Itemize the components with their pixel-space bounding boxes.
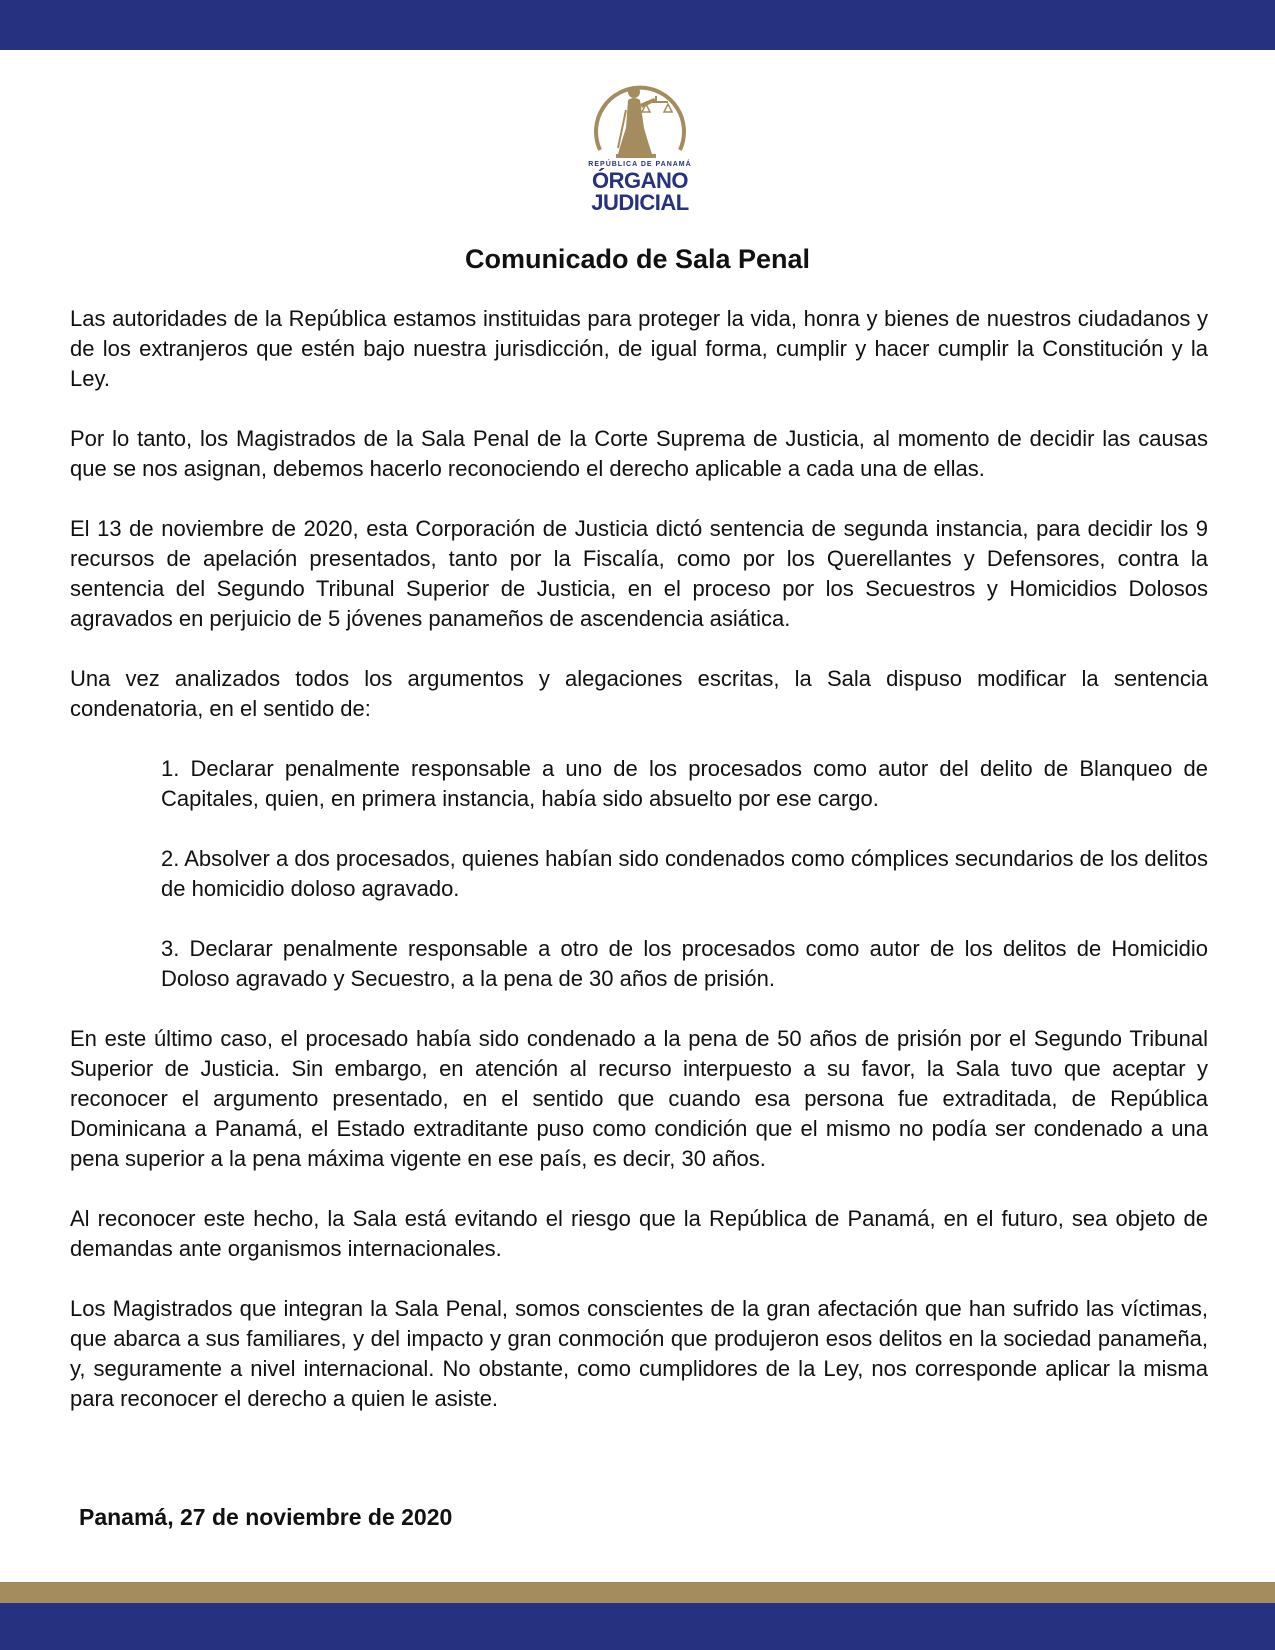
- signoff-date: Panamá, 27 de noviembre de 2020: [79, 1504, 453, 1530]
- paragraph: Los Magistrados que integran la Sala Penal, somos conscientes de la gran afectación que han sufrido las víctimas, que abarca a sus familiares, y del impacto y gran conmoción que produjeron esos delitos en la sociedad panameña, y, seguramente a nivel internacional. No obstante, como cumplidores de la Ley, nos corresponde aplicar la misma para reconocer el derecho a quien le asiste.: [70, 1296, 1208, 1411]
- lady-justice-icon: [578, 70, 702, 162]
- list-item: 3. Declarar penalmente responsable a otro de los procesados como autor de los delitos de Homicidio Doloso agravado y Secuestro, a la pena de 30 años de prisión.: [161, 936, 1208, 991]
- list-item: 1. Declarar penalmente responsable a uno de los procesados como autor del delito de Blanqueo de Capitales, quien, en primera instancia, había sido absuelto por ese cargo.: [161, 756, 1208, 811]
- list-item: 2. Absolver a dos procesados, quienes habían sido condenados como cómplices secundarios de los delitos de homicidio doloso agravado.: [161, 846, 1208, 901]
- paragraph: Por lo tanto, los Magistrados de la Sala Penal de la Corte Suprema de Justicia, al momento de decidir las causas que se nos asignan, debemos hacerlo reconociendo el derecho aplicable a cada una de ellas.: [70, 426, 1208, 481]
- paragraph: Las autoridades de la República estamos instituidas para proteger la vida, honra y bienes de nuestros ciudadanos y de los extranjeros que estén bajo nuestra jurisdicción, de igual forma, cumplir y hacer cumplir la Constitución y la Ley.: [70, 306, 1208, 391]
- bottom-footer-band: [0, 1603, 1275, 1650]
- organo-judicial-logo: [578, 70, 702, 220]
- top-header-band: [0, 0, 1275, 50]
- paragraph: Una vez analizados todos los argumentos y alegaciones escritas, la Sala dispuso modificar la sentencia condenatoria, en el sentido de:: [70, 666, 1208, 721]
- bottom-gold-stripe: [0, 1582, 1275, 1603]
- logo-line-organo: ÓRGANO: [592, 168, 688, 193]
- logo-line-judicial: JUDICIAL: [591, 190, 689, 215]
- document-body: [70, 304, 1208, 1444]
- paragraph: El 13 de noviembre de 2020, esta Corporación de Justicia dictó sentencia de segunda instancia, para decidir los 9 recursos de apelación presentados, tanto por la Fiscalía, como por los Querellantes y Defensores, contra la sentencia del Segundo Tribunal Superior de Justicia, en el proceso por los Secuestros y Homicidios Dolosos agravados en perjuicio de 5 jóvenes panameños de ascendencia asiática.: [70, 516, 1208, 631]
- paragraph: En este último caso, el procesado había sido condenado a la pena de 50 años de prisión por el Segundo Tribunal Superior de Justicia. Sin embargo, en atención al recurso interpuesto a su favor, la Sala tuvo que aceptar y reconocer el argumento presentado, en el sentido que cuando esa persona fue extraditada, de República Dominicana a Panamá, el Estado extraditante puso como condición que el mismo no podía ser condenado a una pena superior a la pena máxima vigente en ese país, es decir, 30 años.: [70, 1026, 1208, 1171]
- document-title: Comunicado de Sala Penal: [464, 244, 811, 274]
- logo-subtitle: REPÚBLICA DE PANAMÁ: [588, 161, 692, 168]
- paragraph: Al reconocer este hecho, la Sala está evitando el riesgo que la República de Panamá, en el futuro, sea objeto de demandas ante organismos internacionales.: [70, 1206, 1208, 1261]
